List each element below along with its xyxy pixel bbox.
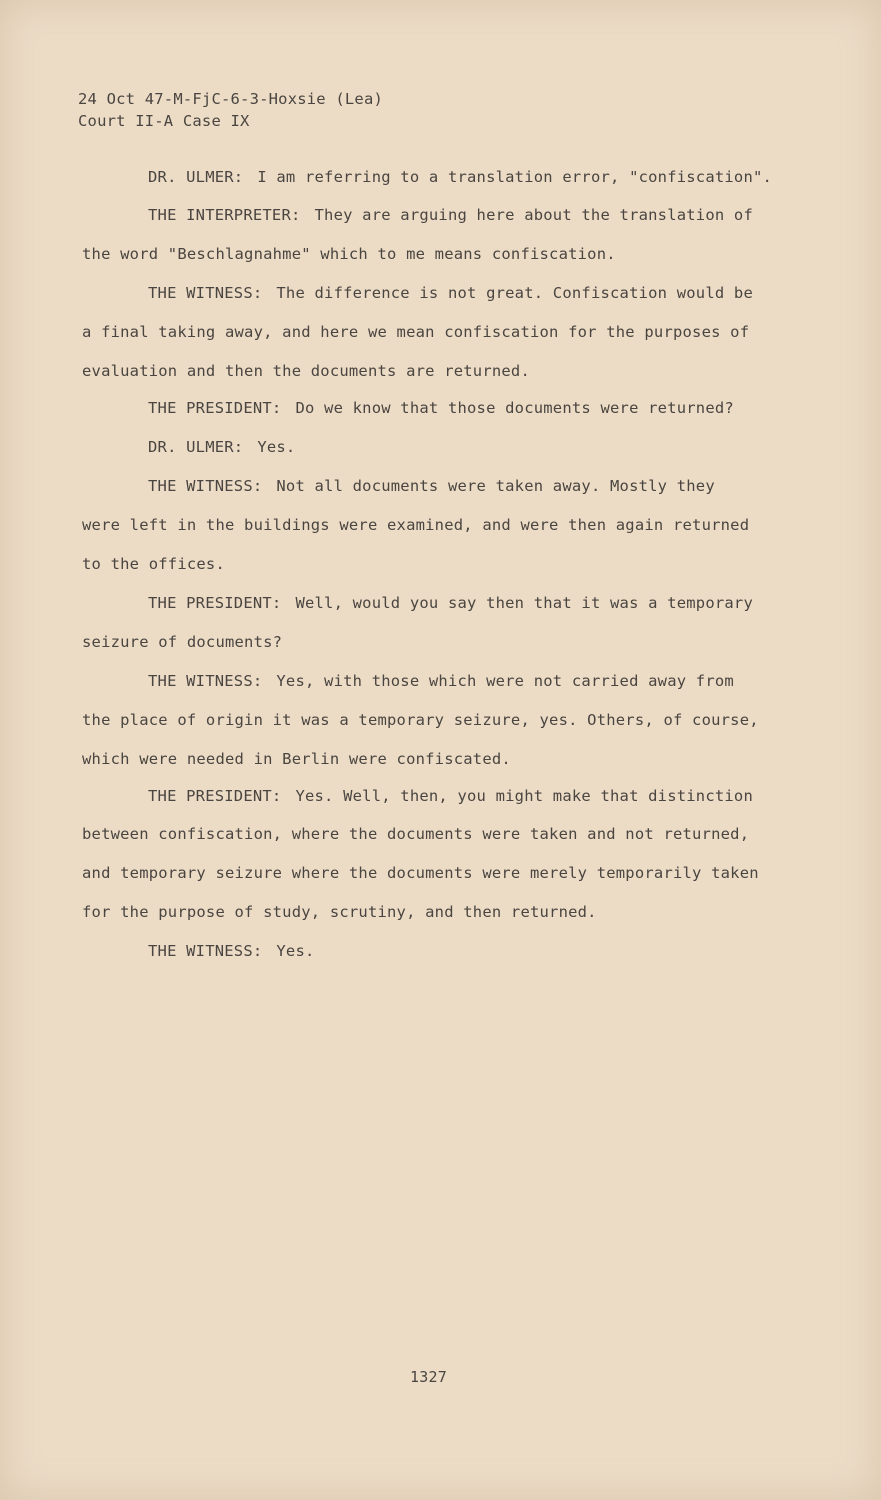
transcript-line bbox=[148, 594, 753, 612]
speech-text: the word "Beschlagnahme" which to me means confiscation. bbox=[82, 245, 616, 263]
speech-text: between confiscation, where the documents were taken and not returned, bbox=[82, 825, 750, 843]
transcript-line bbox=[148, 399, 734, 417]
header-line-2: Court II-A Case IX bbox=[78, 112, 250, 130]
speech-text: Well, would you say then that it was a temporary bbox=[295, 594, 753, 612]
speech-text: Yes. bbox=[257, 438, 296, 456]
speech-text: the place of origin it was a temporary seizure, yes. Others, of course, bbox=[82, 711, 759, 729]
transcript-line bbox=[148, 206, 753, 224]
speech-text: The difference is not great. Confiscation would be bbox=[276, 284, 753, 302]
speaker-label: THE INTERPRETER: bbox=[148, 206, 301, 224]
speech-text: Yes, with those which were not carried away from bbox=[276, 672, 734, 690]
speaker-label: THE PRESIDENT: bbox=[148, 594, 282, 612]
speech-text: Not all documents were taken away. Mostly they bbox=[276, 477, 715, 495]
speech-text: evaluation and then the documents are returned. bbox=[82, 362, 530, 380]
transcript-line bbox=[148, 672, 734, 690]
speech-text: Do we know that those documents were returned? bbox=[295, 399, 734, 417]
transcript-line bbox=[148, 477, 715, 495]
speech-text: were left in the buildings were examined, and were then again returned bbox=[82, 516, 750, 534]
transcript-line bbox=[148, 942, 315, 960]
speaker-label: THE WITNESS: bbox=[148, 477, 263, 495]
speech-text: and temporary seizure where the documents were merely temporarily taken bbox=[82, 864, 759, 882]
speech-text: to the offices. bbox=[82, 555, 225, 573]
speaker-label: THE WITNESS: bbox=[148, 942, 263, 960]
speaker-label: DR. ULMER: bbox=[148, 438, 244, 456]
speech-text: They are arguing here about the translation of bbox=[314, 206, 753, 224]
transcript-line bbox=[148, 284, 753, 302]
speech-text: which were needed in Berlin were confiscated. bbox=[82, 750, 511, 768]
transcript-line bbox=[148, 438, 295, 456]
transcript-line bbox=[148, 168, 772, 186]
speech-text: I am referring to a translation error, "confiscation". bbox=[257, 168, 773, 186]
speech-text: Yes. Well, then, you might make that distinction bbox=[295, 787, 753, 805]
speaker-label: THE PRESIDENT: bbox=[148, 399, 282, 417]
speech-text: seizure of documents? bbox=[82, 633, 283, 651]
speaker-label: DR. ULMER: bbox=[148, 168, 244, 186]
transcript-line bbox=[148, 787, 753, 805]
speaker-label: THE WITNESS: bbox=[148, 672, 263, 690]
speech-text: for the purpose of study, scrutiny, and then returned. bbox=[82, 903, 597, 921]
speaker-label: THE PRESIDENT: bbox=[148, 787, 282, 805]
speech-text: Yes. bbox=[276, 942, 315, 960]
page-number: 1327 bbox=[410, 1368, 447, 1386]
speech-text: a final taking away, and here we mean confiscation for the purposes of bbox=[82, 323, 750, 341]
header-line-1: 24 Oct 47-M-FjC-6-3-Hoxsie (Lea) bbox=[78, 90, 384, 108]
speaker-label: THE WITNESS: bbox=[148, 284, 263, 302]
